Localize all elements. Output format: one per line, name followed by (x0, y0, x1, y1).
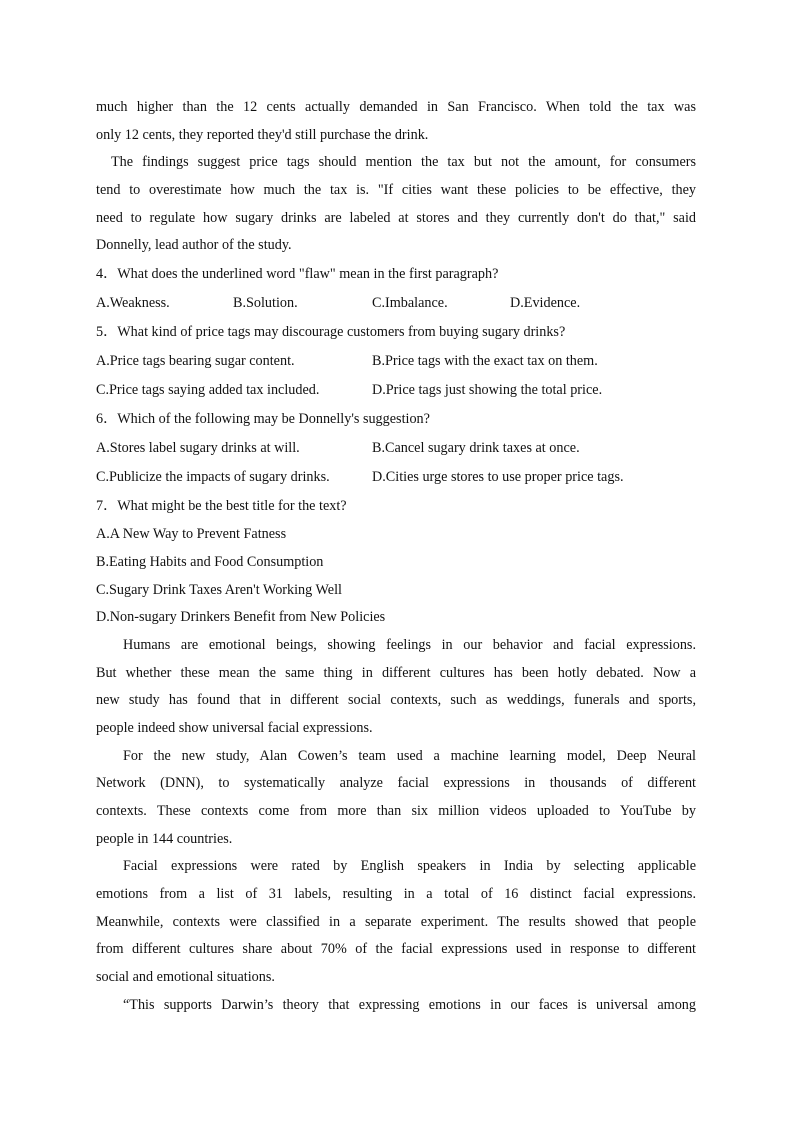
text-line: only 12 cents, they reported they'd still purchase the drink. (96, 126, 429, 143)
paragraph-continuation (96, 94, 696, 149)
text-line: need to regulate how sugary drinks are labeled at stores and they currently don't do that," said (96, 209, 696, 226)
option-b: B.Cancel sugary drink taxes at once. (372, 440, 580, 457)
option-c: C.Price tags saying added tax included. (96, 382, 320, 399)
option-c: C.Publicize the impacts of sugary drinks. (96, 469, 330, 486)
paragraph-findings (96, 149, 696, 260)
text-line: emotions from a list of 31 labels, resulting in a total of 16 distinct facial expressions. (96, 886, 696, 903)
question-4 (96, 260, 696, 318)
text-line: contexts. These contexts come from more than six million videos uploaded to YouTube by (96, 803, 696, 819)
question-stem: 5．What kind of price tags may discourage customers from buying sugary drinks? (96, 324, 566, 341)
option-c: C.Imbalance. (372, 295, 448, 312)
text-line: from different cultures share about 70% of the facial expressions used in response to different (96, 941, 696, 958)
text-line: social and emotional situations. (96, 969, 275, 986)
text-line: Donnelly, lead author of the study. (96, 237, 292, 254)
option-c: C.Sugary Drink Taxes Aren't Working Well (96, 581, 342, 598)
option-a: A.A New Way to Prevent Fatness (96, 526, 287, 543)
option-d: D.Price tags just showing the total price. (372, 382, 603, 399)
option-d: D.Non-sugary Drinkers Benefit from New Policies (96, 609, 386, 626)
text-line: people in 144 countries. (96, 830, 233, 847)
text-line: Humans are emotional beings, showing feelings in our behavior and facial expressions. (123, 636, 696, 653)
paragraph-new-study (96, 743, 696, 854)
text-line: For the new study, Alan Cowen’s team used a machine learning model, Deep Neural (123, 747, 696, 764)
text-line: Facial expressions were rated by English speakers in India by selecting applicable (123, 858, 696, 875)
option-a: A.Price tags bearing sugar content. (96, 353, 295, 370)
option-row (96, 376, 696, 405)
text-line: much higher than the 12 cents actually demanded in San Francisco. When told the tax was (96, 99, 696, 115)
option-a: A.Stores label sugary drinks at will. (96, 440, 300, 457)
text-line: new study has found that in different social contexts, such as weddings, funerals and sports, (96, 692, 696, 709)
question-stem: 7．What might be the best title for the text? (96, 498, 347, 515)
option-row (96, 347, 696, 376)
paragraph-darwin (96, 992, 696, 1020)
text-line: But whether these mean the same thing in different cultures has been hotly debated. Now a (96, 664, 696, 681)
text-line: Meanwhile, contexts were classified in a separate experiment. The results showed that people (96, 913, 696, 930)
question-stem: 6．Which of the following may be Donnelly's suggestion? (96, 411, 430, 428)
text-line: “This supports Darwin’s theory that expressing emotions in our faces is universal among (123, 996, 696, 1013)
text-line: tend to overestimate how much the tax is. "If cities want these policies to be effective, they (96, 182, 696, 199)
option-b: B.Eating Habits and Food Consumption (96, 553, 324, 570)
question-7 (96, 492, 696, 632)
question-5 (96, 318, 696, 405)
paragraph-humans (96, 632, 696, 743)
option-a: A.Weakness. (96, 295, 170, 312)
question-6 (96, 405, 696, 492)
option-b: B.Price tags with the exact tax on them. (372, 353, 598, 370)
text-line: Network (DNN), to systematically analyze facial expressions in thousands of different (96, 775, 696, 792)
paragraph-facial-expressions (96, 853, 696, 991)
option-row (96, 289, 696, 318)
text-line: The findings suggest price tags should mention the tax but not the amount, for consumers (111, 154, 696, 171)
option-d: D.Cities urge stores to use proper price tags. (372, 469, 624, 486)
option-d: D.Evidence. (510, 295, 581, 312)
option-row (96, 434, 696, 463)
text-line: people indeed show universal facial expressions. (96, 719, 373, 736)
option-row (96, 463, 696, 492)
option-b: B.Solution. (233, 295, 298, 312)
question-stem: 4．What does the underlined word "flaw" mean in the first paragraph? (96, 266, 499, 283)
document-content (96, 94, 696, 1020)
